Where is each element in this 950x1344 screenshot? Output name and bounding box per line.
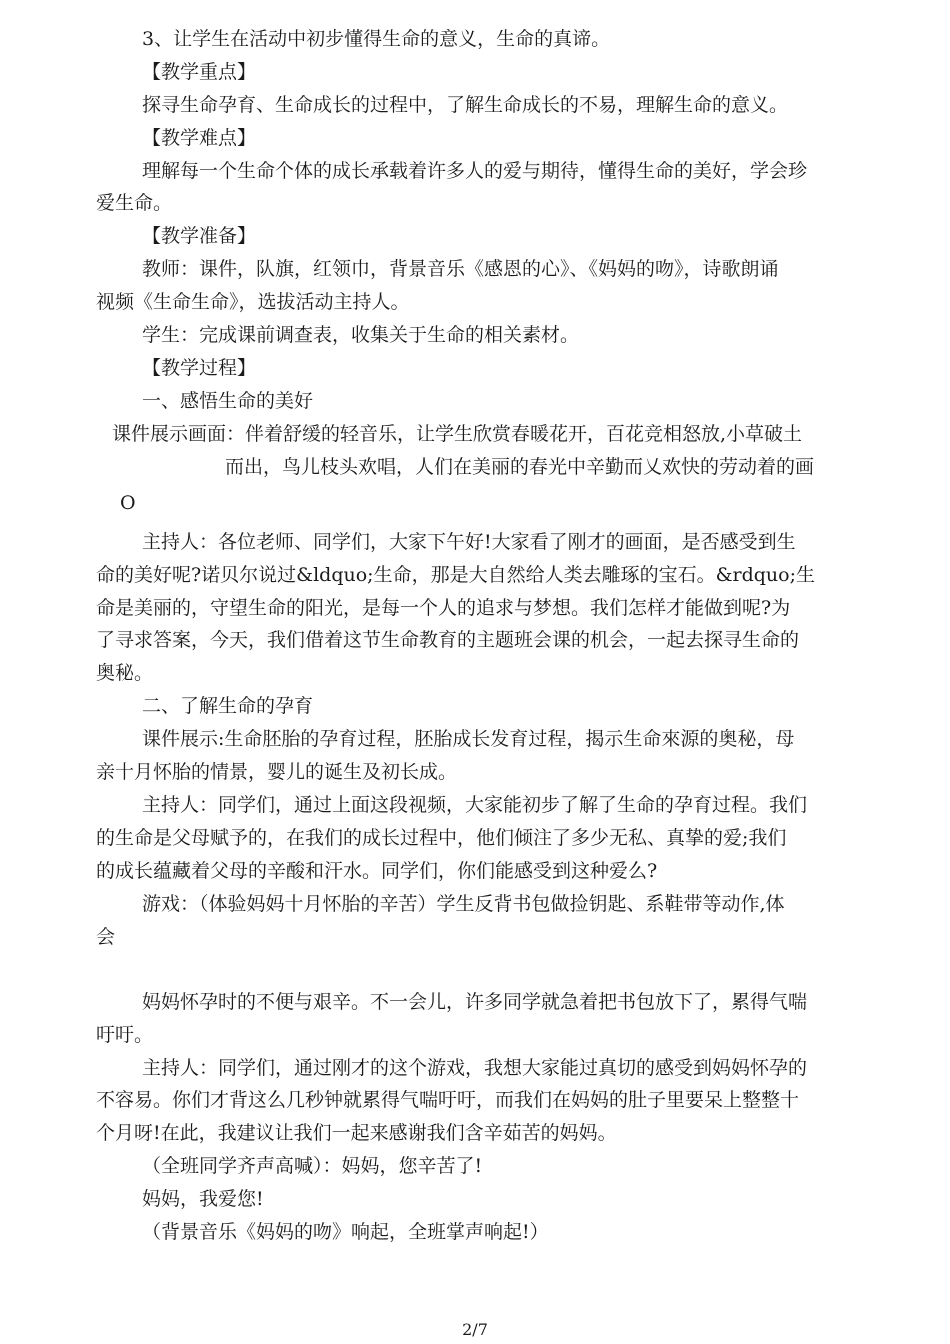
host-speech-1-line-4: 了寻求答案，今天，我们借着这节生命教育的主题班会课的机会，一起去探寻生命的 [96,629,800,651]
class-shout: （全班同学齐声高喊）：妈妈，您辛苦了! [142,1155,483,1177]
music-applause-line: （背景音乐《妈妈的吻》响起，全班掌声响起!） [142,1221,549,1243]
objective-3: 3、让学生在活动中初步懂得生命的意义，生命的真谛。 [142,28,611,50]
prep-teacher-1: 教师：课件，队旗，红领巾，背景音乐《感恩的心》、《妈妈的吻》，诗歌朗诵 [142,258,779,280]
host-speech-3-line-1: 主持人：同学们，通过刚才的这个游戏，我想大家能过真切的感受到妈妈怀孕的 [142,1057,808,1079]
game-text-2: 会 [96,926,116,948]
host-speech-1-line-5: 奥秘。 [96,662,154,684]
courseware-embryo-2: 亲十月怀胎的情景，婴儿的诞生及初长成。 [96,761,458,783]
prep-teacher-2: 视频《生命生命》，选拔活动主持人。 [96,291,410,313]
host-speech-1-line-3: 命是美丽的，守望生命的阳光，是每一个人的追求与梦想。我们怎样才能做到呢?为 [96,597,791,619]
section-2-heading: 二、了解生命的孕育 [142,695,314,717]
heading-difficulties: 【教学难点】 [142,127,257,149]
host-speech-2-line-1: 主持人：同学们，通过上面这段视频，大家能初步了解了生命的孕育过程。我们 [142,794,808,816]
section-1-heading: 一、感悟生命的美好 [142,390,314,412]
heading-process: 【教学过程】 [142,357,257,379]
courseware-display-1: 课件展示画面：伴着舒缓的轻音乐，让学生欣赏春暖花开，百花竞相怒放,小草破土 [112,423,803,445]
game-text-3: 妈妈怀孕时的不便与艰辛。不一会儿，许多同学就急着把书包放下了，累得气喘 [142,991,808,1013]
difficulties-text-1: 理解每一个生命个体的成长承载着许多人的爱与期待，懂得生命的美好，学会珍 [142,160,808,182]
host-speech-2-line-2: 的生命是父母赋予的，在我们的成长过程中，他们倾注了多少无私、真挚的爱;我们 [96,827,787,849]
heading-preparation: 【教学准备】 [142,225,257,247]
key-points-text: 探寻生命孕育、生命成长的过程中，了解生命成长的不易，理解生命的意义。 [142,94,789,116]
host-speech-1-line-2: 命的美好呢?诺贝尔说过&ldquo;生命，那是大自然给人类去雕琢的宝石。&rdquo;生 [96,564,815,586]
courseware-embryo-1: 课件展示:生命胚胎的孕育过程，胚胎成长发育过程，揭示生命來源的奥秘，母 [142,728,795,750]
host-speech-1-line-1: 主持人：各位老师、同学们，大家下午好!大家看了刚才的画面，是否感受到生 [142,531,796,553]
game-text-4: 吁吁。 [96,1024,154,1046]
courseware-display-3: O [120,492,136,514]
host-speech-3-line-3: 个月呀!在此，我建议让我们一起来感谢我们含辛茹苦的妈妈。 [96,1122,617,1144]
host-speech-2-line-3: 的成长蕴藏着父母的辛酸和汗水。同学们，你们能感受到这种爱么? [96,860,658,882]
host-speech-3-line-2: 不容易。你们才背这么几秒钟就累得气喘吁吁，而我们在妈妈的肚子里要呆上整整十 [96,1089,800,1111]
page-number: 2/7 [462,1320,488,1339]
difficulties-text-2: 爱生命。 [96,192,173,214]
prep-student: 学生：完成课前调查表，收集关于生命的相关素材。 [142,324,580,346]
heading-key-points: 【教学重点】 [142,61,257,83]
courseware-display-2: 而出，鸟儿枝头欢唱，人们在美丽的春光中辛勤而乂欢快的劳动着的画 [225,456,815,478]
love-you-line: 妈妈，我爱您! [142,1188,264,1210]
game-text-1: 游戏：（体验妈妈十月怀胎的辛苦）学生反背书包做捡钥匙、系鞋带等动作,体 [142,893,785,915]
